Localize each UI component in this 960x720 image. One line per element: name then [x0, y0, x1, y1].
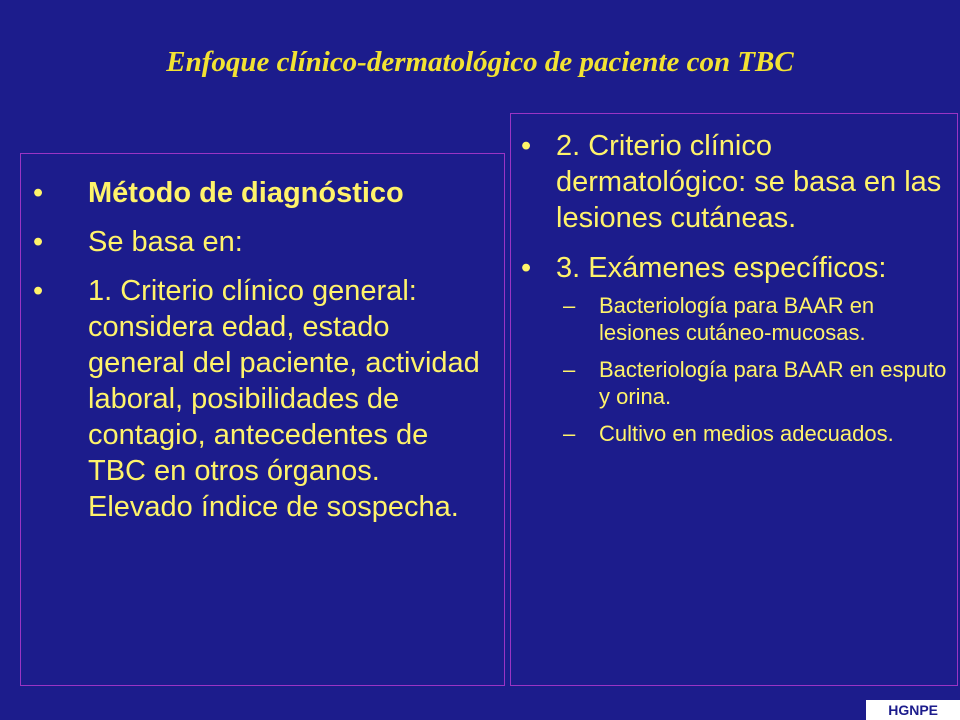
- bullet-marker: •: [33, 275, 44, 307]
- sub-item-text: Bacteriología para BAAR en esputo y orina.: [599, 357, 947, 409]
- dash-marker: –: [563, 293, 576, 318]
- exam-sub-list: [556, 292, 951, 447]
- dash-marker: –: [563, 421, 576, 446]
- sub-item-text: Bacteriología para BAAR en lesiones cutáneo-mucosas.: [599, 293, 875, 345]
- list-item-method: [21, 175, 491, 211]
- sub-item-bacteriology-sputum: [511, 356, 951, 410]
- sub-item-culture: [511, 420, 951, 447]
- list-item-text: Método de diagnóstico: [88, 177, 404, 209]
- footer-label: HGNPE: [866, 700, 960, 720]
- list-item-text: Se basa en:: [88, 226, 243, 258]
- bullet-marker: •: [521, 130, 532, 162]
- bullet-marker: •: [521, 252, 532, 284]
- bullet-marker: •: [33, 177, 44, 209]
- left-panel: [20, 153, 505, 686]
- sub-item-bacteriology-lesions: [511, 292, 951, 346]
- dash-marker: –: [563, 357, 576, 382]
- list-item-text: 1. Criterio clínico general: considera edad, estado general del paciente, actividad laboral, posibilidades de contagio, antecedentes de TBC en otros órganos. Elevado índice de sospecha.: [88, 275, 480, 523]
- right-panel: [510, 113, 958, 686]
- list-item-text: 2. Criterio clínico dermatológico: se basa en las lesiones cutáneas.: [556, 130, 942, 234]
- list-item-general-criterion: [21, 273, 491, 525]
- list-item-dermatological-criterion: [511, 128, 951, 236]
- sub-item-text: Cultivo en medios adecuados.: [599, 421, 894, 446]
- list-item-specific-exams: [511, 250, 951, 447]
- bullet-marker: •: [33, 226, 44, 258]
- left-bullet-list: [21, 175, 491, 538]
- list-item-text: 3. Exámenes específicos:: [556, 252, 887, 284]
- slide-title: Enfoque clínico-dermatológico de paciente con TBC: [166, 46, 794, 78]
- right-bullet-list: [511, 128, 951, 461]
- list-item-basis: [21, 224, 491, 260]
